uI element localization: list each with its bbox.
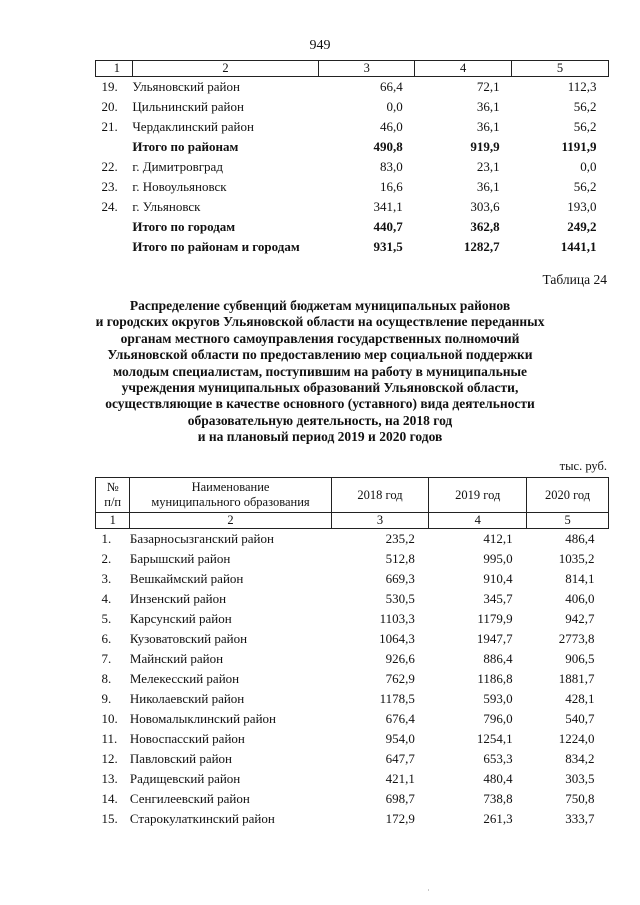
table-row — [96, 237, 609, 257]
row-number: 6. — [101, 631, 112, 646]
row-name: Инзенский район — [129, 591, 227, 606]
row-number: 21. — [101, 119, 118, 134]
header-name-line: муниципального образования — [151, 495, 310, 509]
header-number-line: № — [106, 480, 119, 494]
value-col-5: 193,0 — [567, 199, 597, 214]
value-2020: 750,8 — [565, 791, 595, 806]
table-row — [96, 709, 609, 729]
title-line: учреждения муниципальных образований Ульяновской области, — [121, 380, 519, 396]
value-col-4: 36,1 — [476, 179, 500, 194]
row-name: Новоспасский район — [129, 731, 245, 746]
table-row — [96, 789, 609, 809]
value-col-3: 440,7 — [373, 219, 403, 234]
value-2018: 926,6 — [385, 651, 415, 666]
value-col-3: 0,0 — [386, 99, 403, 114]
row-number: 14. — [101, 791, 118, 806]
column-number-row — [96, 61, 609, 77]
subsidy-distribution-table — [95, 477, 609, 829]
value-2019: 480,4 — [483, 771, 513, 786]
value-2019: 593,0 — [483, 691, 513, 706]
header-number-line: п/п — [104, 495, 122, 509]
value-2020: 540,7 — [565, 711, 595, 726]
row-name: Новомалыклинский район — [129, 711, 276, 726]
value-2020: 486,4 — [565, 531, 595, 546]
value-col-5: 249,2 — [567, 219, 597, 234]
table-row — [96, 649, 609, 669]
value-col-4: 303,6 — [470, 199, 500, 214]
column-number-row — [96, 513, 609, 529]
value-2018: 512,8 — [385, 551, 415, 566]
col-number-5: 5 — [527, 513, 609, 529]
table-row — [96, 729, 609, 749]
value-col-3: 83,0 — [380, 159, 403, 174]
row-number: 22. — [101, 159, 118, 174]
table-row — [96, 589, 609, 609]
value-2019: 1254,1 — [476, 731, 513, 746]
table-label: Таблица 24 — [542, 272, 607, 287]
value-col-5: 56,2 — [573, 99, 597, 114]
value-2019: 995,0 — [483, 551, 513, 566]
row-number: 13. — [101, 771, 118, 786]
col-number-1: 1 — [96, 61, 133, 77]
value-2020: 1881,7 — [558, 671, 595, 686]
value-2018: 676,4 — [385, 711, 415, 726]
row-name: Вешкаймский район — [129, 571, 244, 586]
value-col-4: 36,1 — [476, 99, 500, 114]
value-2018: 698,7 — [385, 791, 415, 806]
header-name — [130, 478, 331, 513]
row-number: 7. — [101, 651, 112, 666]
row-name: Цильнинский район — [132, 99, 244, 114]
value-2020: 428,1 — [565, 691, 595, 706]
row-number: 4. — [101, 591, 112, 606]
row-number: 24. — [101, 199, 118, 214]
title-line: и на плановый период 2019 и 2020 годов — [197, 429, 443, 445]
value-col-4: 919,9 — [470, 139, 500, 154]
value-col-5: 1191,9 — [561, 139, 597, 154]
title-line: Распределение субвенций бюджетам муниципальных районов — [129, 298, 511, 313]
row-number — [96, 217, 133, 237]
row-name: Итого по районам и городам — [132, 239, 300, 254]
value-2018: 421,1 — [385, 771, 415, 786]
value-2020: 1224,0 — [558, 731, 595, 746]
table-title — [40, 298, 600, 446]
value-2018: 172,9 — [385, 811, 415, 826]
col-number-5: 5 — [512, 61, 609, 77]
row-name: Карсунский район — [129, 611, 232, 626]
table-row — [96, 609, 609, 629]
row-number: 23. — [101, 179, 118, 194]
continuation-table — [95, 60, 609, 257]
row-name: Базарносызганский район — [129, 531, 274, 546]
value-col-3: 16,6 — [380, 179, 403, 194]
table-row — [96, 157, 609, 177]
value-col-4: 1282,7 — [463, 239, 500, 254]
table-row — [96, 137, 609, 157]
page-number: 949 — [309, 38, 331, 53]
header-year-2020: 2020 год — [527, 478, 609, 513]
table-row — [96, 77, 609, 98]
value-2020: 406,0 — [565, 591, 595, 606]
value-2019: 1186,8 — [477, 671, 513, 686]
value-2019: 653,3 — [483, 751, 513, 766]
value-col-5: 56,2 — [573, 179, 597, 194]
value-2019: 1947,7 — [476, 631, 513, 646]
header-number — [96, 478, 130, 513]
table-row — [96, 117, 609, 137]
value-2018: 1178,5 — [379, 691, 415, 706]
value-col-4: 72,1 — [476, 79, 500, 94]
table-row — [96, 569, 609, 589]
title-line: молодым специалистам, поступившим на работу в муниципальные — [112, 363, 528, 379]
row-name: г. Ульяновск — [132, 199, 201, 214]
value-2018: 530,5 — [385, 591, 415, 606]
row-number: 5. — [101, 611, 112, 626]
row-name: Ульяновский район — [132, 79, 240, 94]
row-number: 10. — [101, 711, 118, 726]
value-col-3: 46,0 — [380, 119, 403, 134]
header-year-2018: 2018 год — [331, 478, 429, 513]
table-row — [96, 97, 609, 117]
row-name: г. Новоульяновск — [132, 179, 227, 194]
value-2018: 1064,3 — [379, 631, 415, 646]
value-2019: 1179,9 — [477, 611, 513, 626]
row-number: 9. — [101, 691, 112, 706]
value-2018: 954,0 — [385, 731, 415, 746]
title-line: осуществляющие в качестве основного (уставного) вида деятельности — [105, 396, 535, 412]
units-label: тыс. руб. — [559, 459, 607, 473]
row-name: Мелекесский район — [129, 671, 240, 686]
row-name: Сенгилеевский район — [129, 791, 250, 806]
title-line: образовательную деятельность, на 2018 год — [187, 412, 453, 428]
col-number-3: 3 — [331, 513, 429, 529]
value-2019: 738,8 — [483, 791, 513, 806]
table-row — [96, 629, 609, 649]
value-2020: 814,1 — [565, 571, 595, 586]
row-name: Кузоватовский район — [129, 631, 248, 646]
table-row — [96, 669, 609, 689]
row-number: 3. — [101, 571, 112, 586]
value-col-5: 56,2 — [573, 119, 597, 134]
value-col-5: 0,0 — [580, 159, 597, 174]
row-name: Павловский район — [129, 751, 233, 766]
value-2019: 345,7 — [483, 591, 513, 606]
row-name: Николаевский район — [129, 691, 245, 706]
value-col-3: 341,1 — [373, 199, 403, 214]
value-col-4: 23,1 — [476, 159, 500, 174]
row-number: 8. — [101, 671, 112, 686]
table-row — [96, 217, 609, 237]
value-col-3: 66,4 — [380, 79, 403, 94]
row-name: Итого по городам — [132, 219, 236, 234]
value-2018: 647,7 — [385, 751, 415, 766]
value-2019: 910,4 — [483, 571, 513, 586]
title-line: органам местного самоуправления государственных полномочий — [120, 330, 520, 346]
table-row — [96, 529, 609, 550]
table-row — [96, 177, 609, 197]
row-number: 1. — [101, 531, 112, 546]
value-2018: 669,3 — [385, 571, 415, 586]
value-2020: 942,7 — [565, 611, 595, 626]
row-number — [96, 237, 133, 257]
value-2018: 1103,3 — [379, 611, 415, 626]
table-header-row — [96, 478, 609, 513]
row-number: 12. — [101, 751, 118, 766]
row-name: Майнский район — [129, 651, 224, 666]
value-2019: 886,4 — [483, 651, 513, 666]
title-line: Ульяновской области по предоставлению мер социальной поддержки — [107, 347, 533, 363]
value-col-4: 36,1 — [476, 119, 500, 134]
value-2019: 261,3 — [483, 811, 513, 826]
row-name: г. Димитровград — [132, 159, 223, 174]
title-line: и городских округов Ульяновской области на осуществление переданных — [95, 314, 545, 330]
table-row — [96, 549, 609, 569]
table-row — [96, 689, 609, 709]
row-number: 2. — [101, 551, 112, 566]
col-number-2: 2 — [130, 513, 331, 529]
row-number: 19. — [101, 79, 118, 94]
scan-mark: ʾ — [427, 888, 430, 898]
col-number-2: 2 — [132, 61, 318, 77]
row-name: Чердаклинский район — [132, 119, 254, 134]
header-name-line: Наименование — [191, 480, 270, 494]
value-2018: 235,2 — [385, 531, 415, 546]
value-col-4: 362,8 — [470, 219, 500, 234]
header-year-2019: 2019 год — [429, 478, 527, 513]
col-number-1: 1 — [96, 513, 130, 529]
value-col-5: 1441,1 — [560, 239, 597, 254]
value-col-5: 112,3 — [567, 79, 597, 94]
row-name: Барышский район — [129, 551, 231, 566]
table-row — [96, 749, 609, 769]
row-name: Радищевский район — [129, 771, 241, 786]
value-2020: 1035,2 — [558, 551, 595, 566]
value-2020: 333,7 — [565, 811, 595, 826]
value-col-3: 490,8 — [373, 139, 403, 154]
value-2019: 796,0 — [483, 711, 513, 726]
value-2019: 412,1 — [483, 531, 513, 546]
row-number: 15. — [101, 811, 118, 826]
table-row — [96, 769, 609, 789]
value-2018: 762,9 — [385, 671, 415, 686]
value-2020: 906,5 — [565, 651, 595, 666]
value-2020: 834,2 — [565, 751, 595, 766]
row-number: 11. — [101, 731, 118, 746]
row-number — [96, 137, 133, 157]
value-2020: 303,5 — [565, 771, 595, 786]
col-number-3: 3 — [319, 61, 415, 77]
row-name: Старокулаткинский район — [129, 811, 275, 826]
col-number-4: 4 — [429, 513, 527, 529]
value-2020: 2773,8 — [558, 631, 595, 646]
table-row — [96, 809, 609, 829]
value-col-3: 931,5 — [373, 239, 403, 254]
row-name: Итого по районам — [132, 139, 239, 154]
row-number: 20. — [101, 99, 118, 114]
col-number-4: 4 — [415, 61, 512, 77]
table-row — [96, 197, 609, 217]
